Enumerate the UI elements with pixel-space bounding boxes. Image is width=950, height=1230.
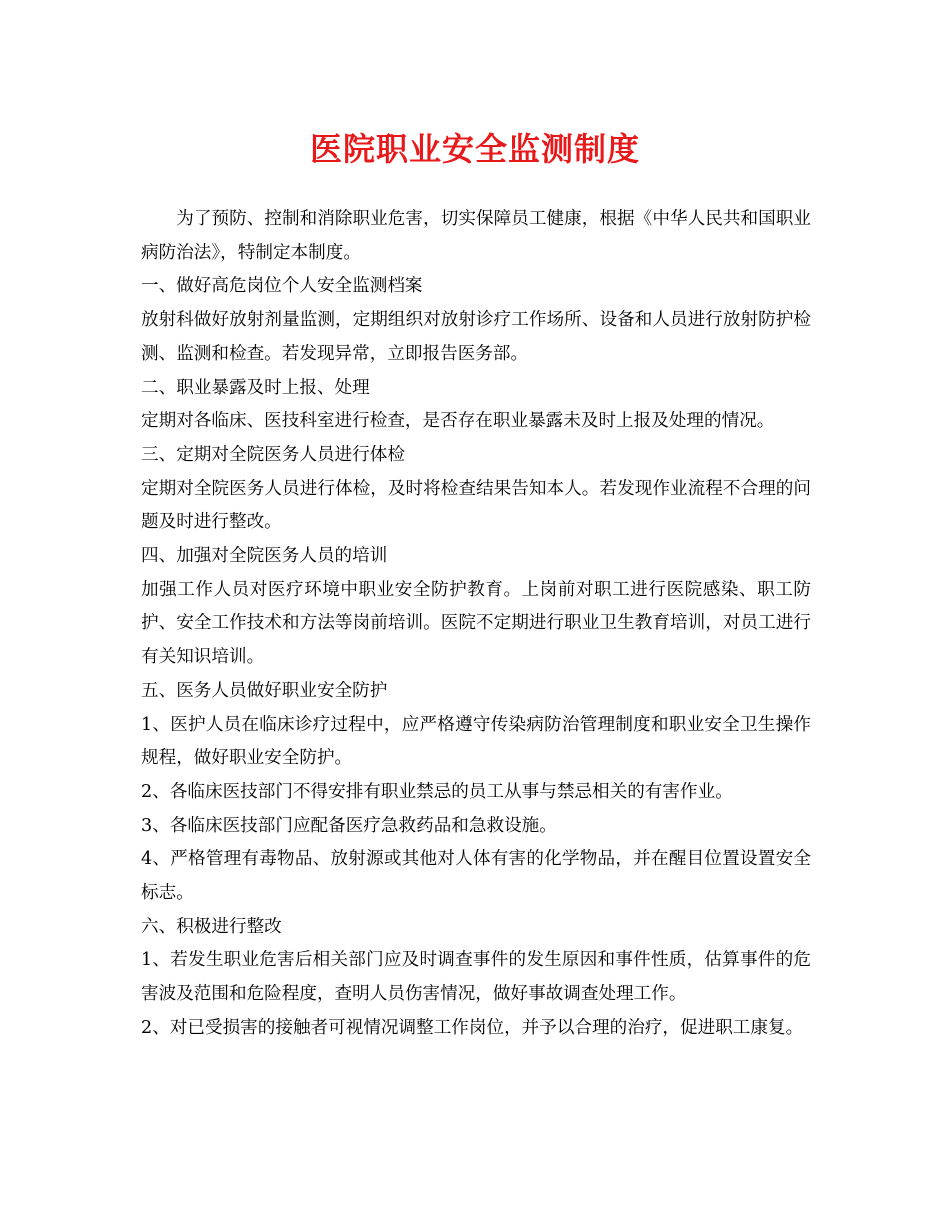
section-5-item-3: 3、各临床医技部门应配备医疗急救药品和急救设施。 — [141, 815, 557, 836]
section-text-2: 定期对各临床、医技科室进行检查，是否存在职业暴露未及时上报及处理的情况。 — [141, 411, 775, 432]
section-text-3: 定期对全院医务人员进行体检，及时将检查结果告知本人。若发现作业流程不合理的问题及时进行整改。 — [141, 478, 811, 533]
intro-paragraph: 为了预防、控制和消除职业危害，切实保障员工健康，根据《中华人民共和国职业病防治法》，特制定本制度。 — [141, 209, 811, 263]
section-text-4: 加强工作人员对医疗环境中职业安全防护教育。上岗前对职工进行医院感染、职工防护、安全工作技术和方法等岗前培训。医院不定期进行职业卫生教育培训，对员工进行有关知识培训。 — [141, 579, 811, 668]
section-5-item-2: 2、各临床医技部门不得安排有职业禁忌的员工从事与禁忌相关的有害作业。 — [141, 781, 733, 802]
section-heading-5: 五、医务人员做好职业安全防护 — [141, 680, 388, 701]
section-5-item-1: 1、医护人员在临床诊疗过程中，应严格遵守传染病防治管理制度和职业安全卫生操作规程，做好职业安全防护。 — [141, 714, 811, 769]
section-5-item-4: 4、严格管理有毒物品、放射源或其他对人体有害的化学物品，并在醒目位置设置安全标志。 — [141, 849, 811, 904]
section-text-1: 放射科做好放射剂量监测，定期组织对放射诊疗工作场所、设备和人员进行放射防护检测、监测和检查。若发现异常，立即报告医务部。 — [141, 310, 811, 364]
section-heading-3: 三、定期对全院医务人员进行体检 — [141, 444, 405, 465]
document-body — [141, 203, 811, 1046]
section-6-item-1: 1、若发生职业危害后相关部门应及时调查事件的发生原因和事件性质，估算事件的危害波及范围和危险程度，查明人员伤害情况，做好事故调查处理工作。 — [141, 950, 811, 1005]
section-heading-6: 六、积极进行整改 — [141, 916, 282, 937]
document-title: 医院职业安全监测制度 — [309, 130, 640, 168]
section-heading-2: 二、职业暴露及时上报、处理 — [141, 377, 370, 398]
section-heading-1: 一、做好高危岗位个人安全监测档案 — [141, 276, 423, 297]
section-heading-4: 四、加强对全院医务人员的培训 — [141, 546, 388, 567]
section-6-item-2: 2、对已受损害的接触者可视情况调整工作岗位，并予以合理的治疗，促进职工康复。 — [141, 1017, 804, 1038]
